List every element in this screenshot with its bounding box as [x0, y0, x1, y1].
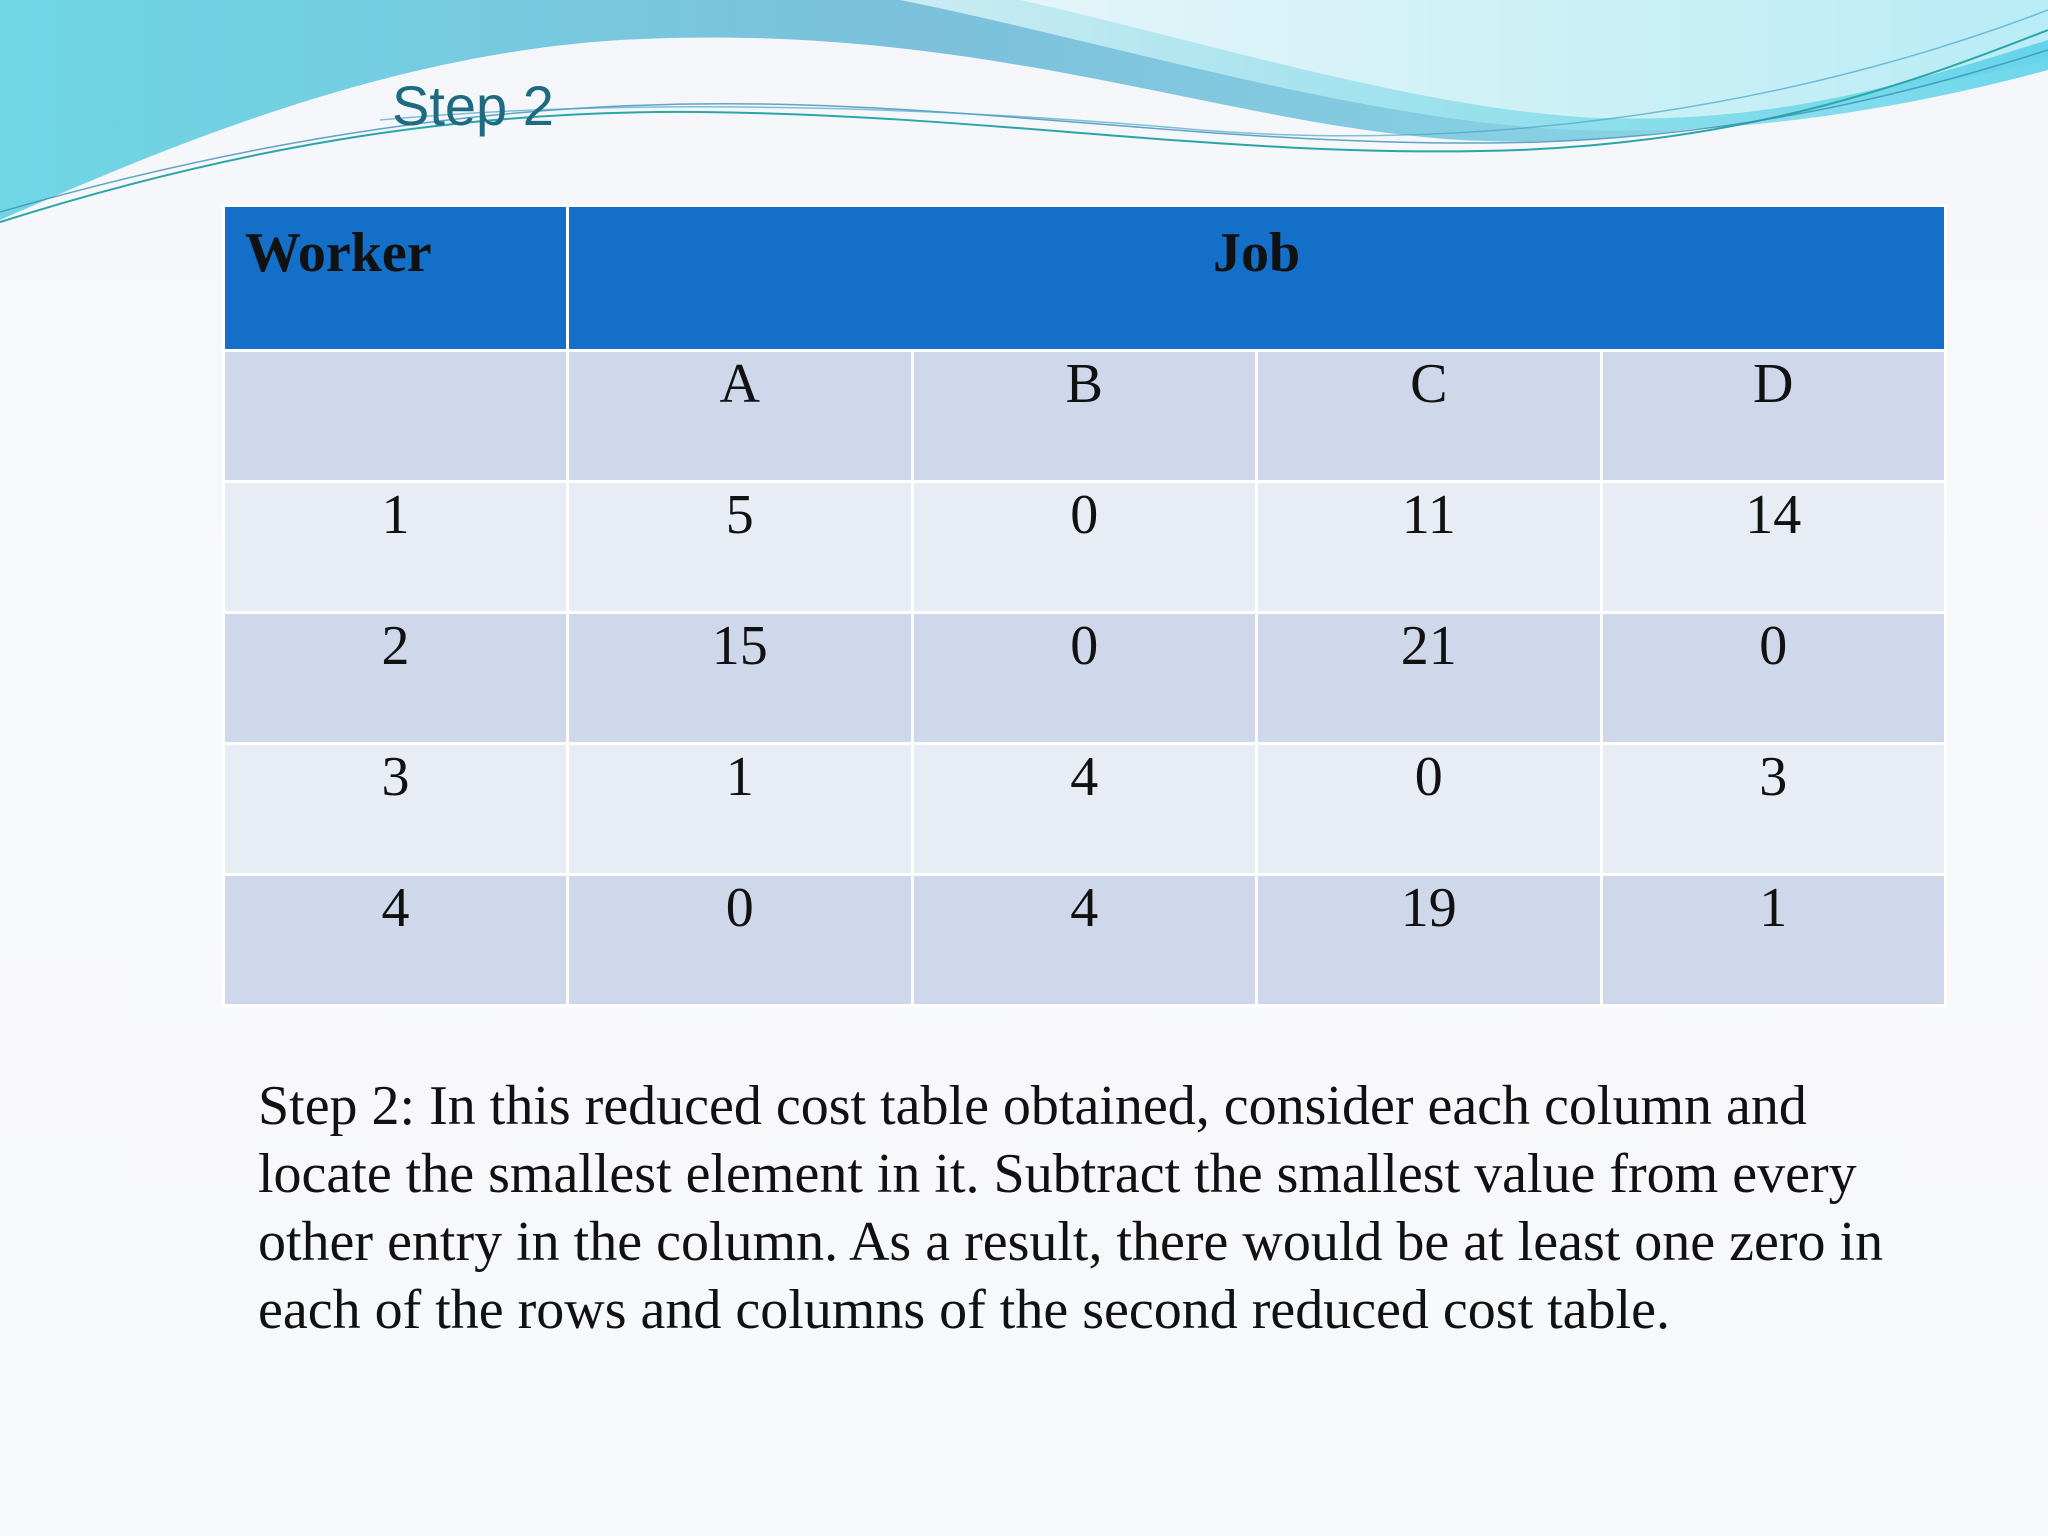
- empty-corner-cell: [224, 351, 568, 482]
- cost-table-container: [222, 204, 1944, 1007]
- cost-cell: 11: [1257, 482, 1602, 613]
- table-row: [224, 482, 1946, 613]
- cost-cell: 0: [1601, 613, 1946, 744]
- job-label-cell: A: [568, 351, 913, 482]
- worker-cell: 3: [224, 744, 568, 875]
- job-labels-row: [224, 351, 1946, 482]
- cost-cell: 4: [912, 875, 1257, 1006]
- table-row: [224, 613, 1946, 744]
- cost-cell: 4: [912, 744, 1257, 875]
- cost-cell: 5: [568, 482, 913, 613]
- table-row: [224, 744, 1946, 875]
- worker-cell: 2: [224, 613, 568, 744]
- step-description: Step 2: In this reduced cost table obtained, consider each column and locate the smallest element in it. Subtract the smallest value from every other entry in the column. As a result, there would be at least one zero in each of the rows and columns of the second reduced cost table.: [258, 1075, 1884, 1341]
- cost-cell: 0: [568, 875, 913, 1006]
- cost-cell: 1: [1601, 875, 1946, 1006]
- cost-cell: 14: [1601, 482, 1946, 613]
- cost-cell: 19: [1257, 875, 1602, 1006]
- job-label-cell: D: [1601, 351, 1946, 482]
- worker-column-header: Worker: [224, 206, 568, 351]
- cost-cell: 3: [1601, 744, 1946, 875]
- slide-title: Step 2: [392, 74, 554, 137]
- cost-cell: 21: [1257, 613, 1602, 744]
- table-header-row: [224, 206, 1946, 351]
- cost-cell: 0: [1257, 744, 1602, 875]
- worker-cell: 1: [224, 482, 568, 613]
- cost-cell: 0: [912, 482, 1257, 613]
- worker-cell: 4: [224, 875, 568, 1006]
- reduced-cost-table: [222, 204, 1947, 1007]
- job-column-header: Job: [568, 206, 1946, 351]
- cost-cell: 1: [568, 744, 913, 875]
- job-label-cell: C: [1257, 351, 1602, 482]
- cost-cell: 0: [912, 613, 1257, 744]
- job-label-cell: B: [912, 351, 1257, 482]
- table-row: [224, 875, 1946, 1006]
- cost-cell: 15: [568, 613, 913, 744]
